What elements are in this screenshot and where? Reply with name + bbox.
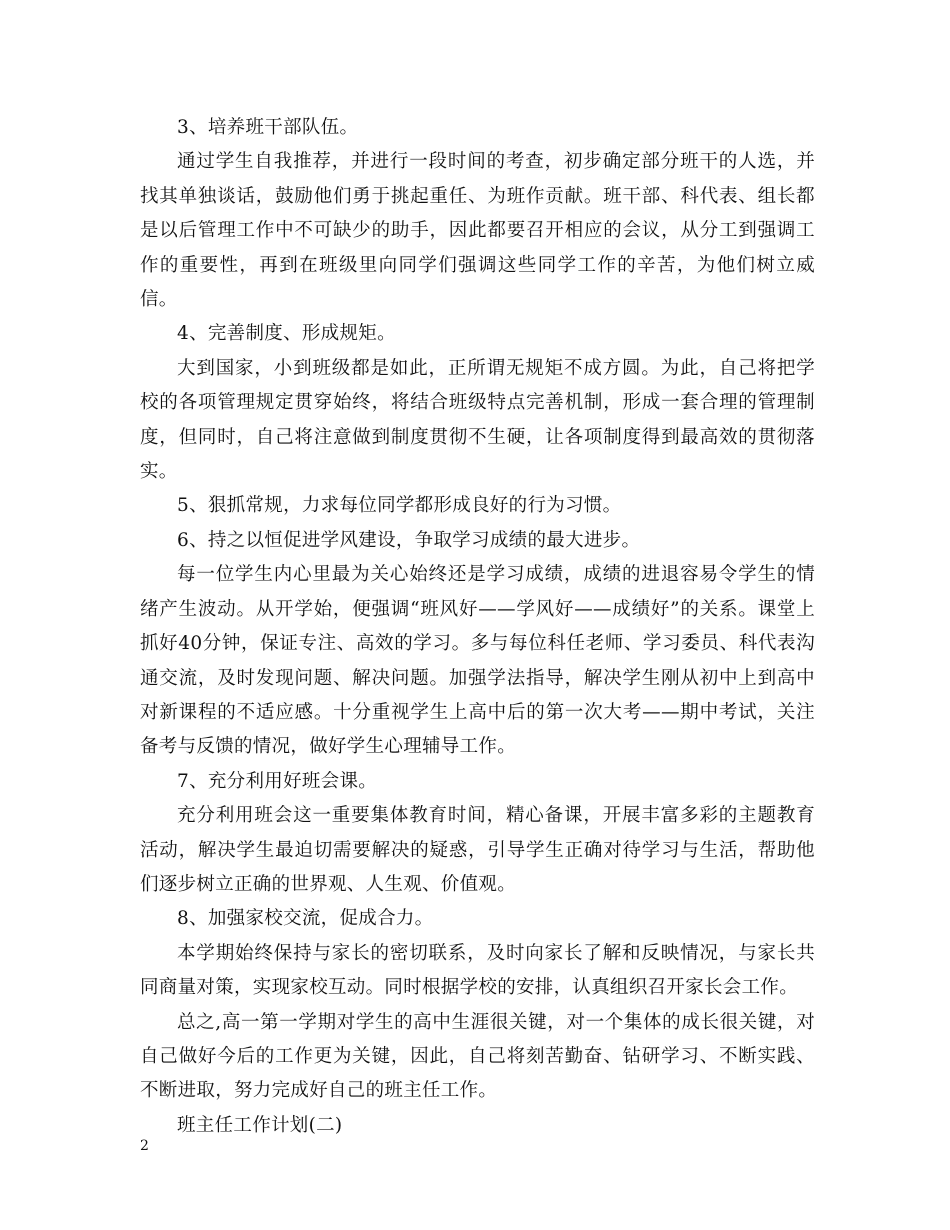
paragraph-home-school: 本学期始终保持与家长的密切联系，及时向家长了解和反映情况，与家长共同商量对策，实现家校互动。同时根据学校的安排，认真组织召开家长会工作。	[140, 942, 815, 999]
section-heading-5: 5、狠抓常规，力求每位同学都形成良好的行为习惯。	[177, 495, 622, 517]
section-heading-4: 4、完善制度、形成规矩。	[177, 323, 396, 345]
paragraph-study-style: 每一位学生内心里最为关心始终还是学习成绩，成绩的进退容易令学生的情绪产生波动。从开学始，便强调“班风好——学风好——成绩好”的关系。课堂上抓好40分钟，保证专注、高效的学习。多与每位科任老师、学习委员、科代表沟通交流，及时发现问题、解决问题。加强学法指导，解决学生刚从初中上到高中对新课程的不适应感。十分重视学生上高中后的第一次大考——期中考试，关注备考与反馈的情况，做好学生心理辅导工作。	[140, 564, 815, 758]
page-number: 2	[140, 1138, 149, 1154]
paragraph-class-cadres: 通过学生自我推荐，并进行一段时间的考查，初步确定部分班干的人选，并找其单独谈话，鼓励他们勇于挑起重任、为班作贡献。班干部、科代表、组长都是以后管理工作中不可缺少的助手，因此都要召开相应的会议，从分工到强调工作的重要性，再到在班级里向同学们强调这些同学工作的辛苦，为他们树立威信。	[140, 151, 815, 311]
paragraph-summary: 总之,高一第一学期对学生的高中生涯很关键，对一个集体的成长很关键，对自己做好今后的工作更为关键，因此，自己将刻苦勤奋、钻研学习、不断实践、不断进取，努力完成好自己的班主任工作。	[140, 1011, 815, 1102]
section-heading-6: 6、持之以恒促进学风建设，争取学习成绩的最大进步。	[177, 529, 641, 551]
document-body	[140, 111, 815, 1143]
section-heading-8: 8、加强家校交流，促成合力。	[177, 908, 434, 930]
next-section-title: 班主任工作计划(二)	[177, 1114, 343, 1136]
paragraph-rules: 大到国家，小到班级都是如此，正所谓无规矩不成方圆。为此，自己将把学校的各项管理规定贯穿始终，将结合班级特点完善机制，形成一套合理的管理制度，但同时，自己将注意做到制度贯彻不生硬，让各项制度得到最高效的贯彻落实。	[140, 357, 815, 483]
paragraph-class-meeting: 充分利用班会这一重要集体教育时间，精心备课，开展丰富多彩的主题教育活动，解决学生最迫切需要解决的疑惑，引导学生正确对待学习与生活，帮助他们逐步树立正确的世界观、人生观、价值观。	[140, 805, 815, 895]
section-heading-7: 7、充分利用好班会课。	[177, 770, 378, 792]
section-heading-3: 3、培养班干部队伍。	[177, 117, 359, 138]
